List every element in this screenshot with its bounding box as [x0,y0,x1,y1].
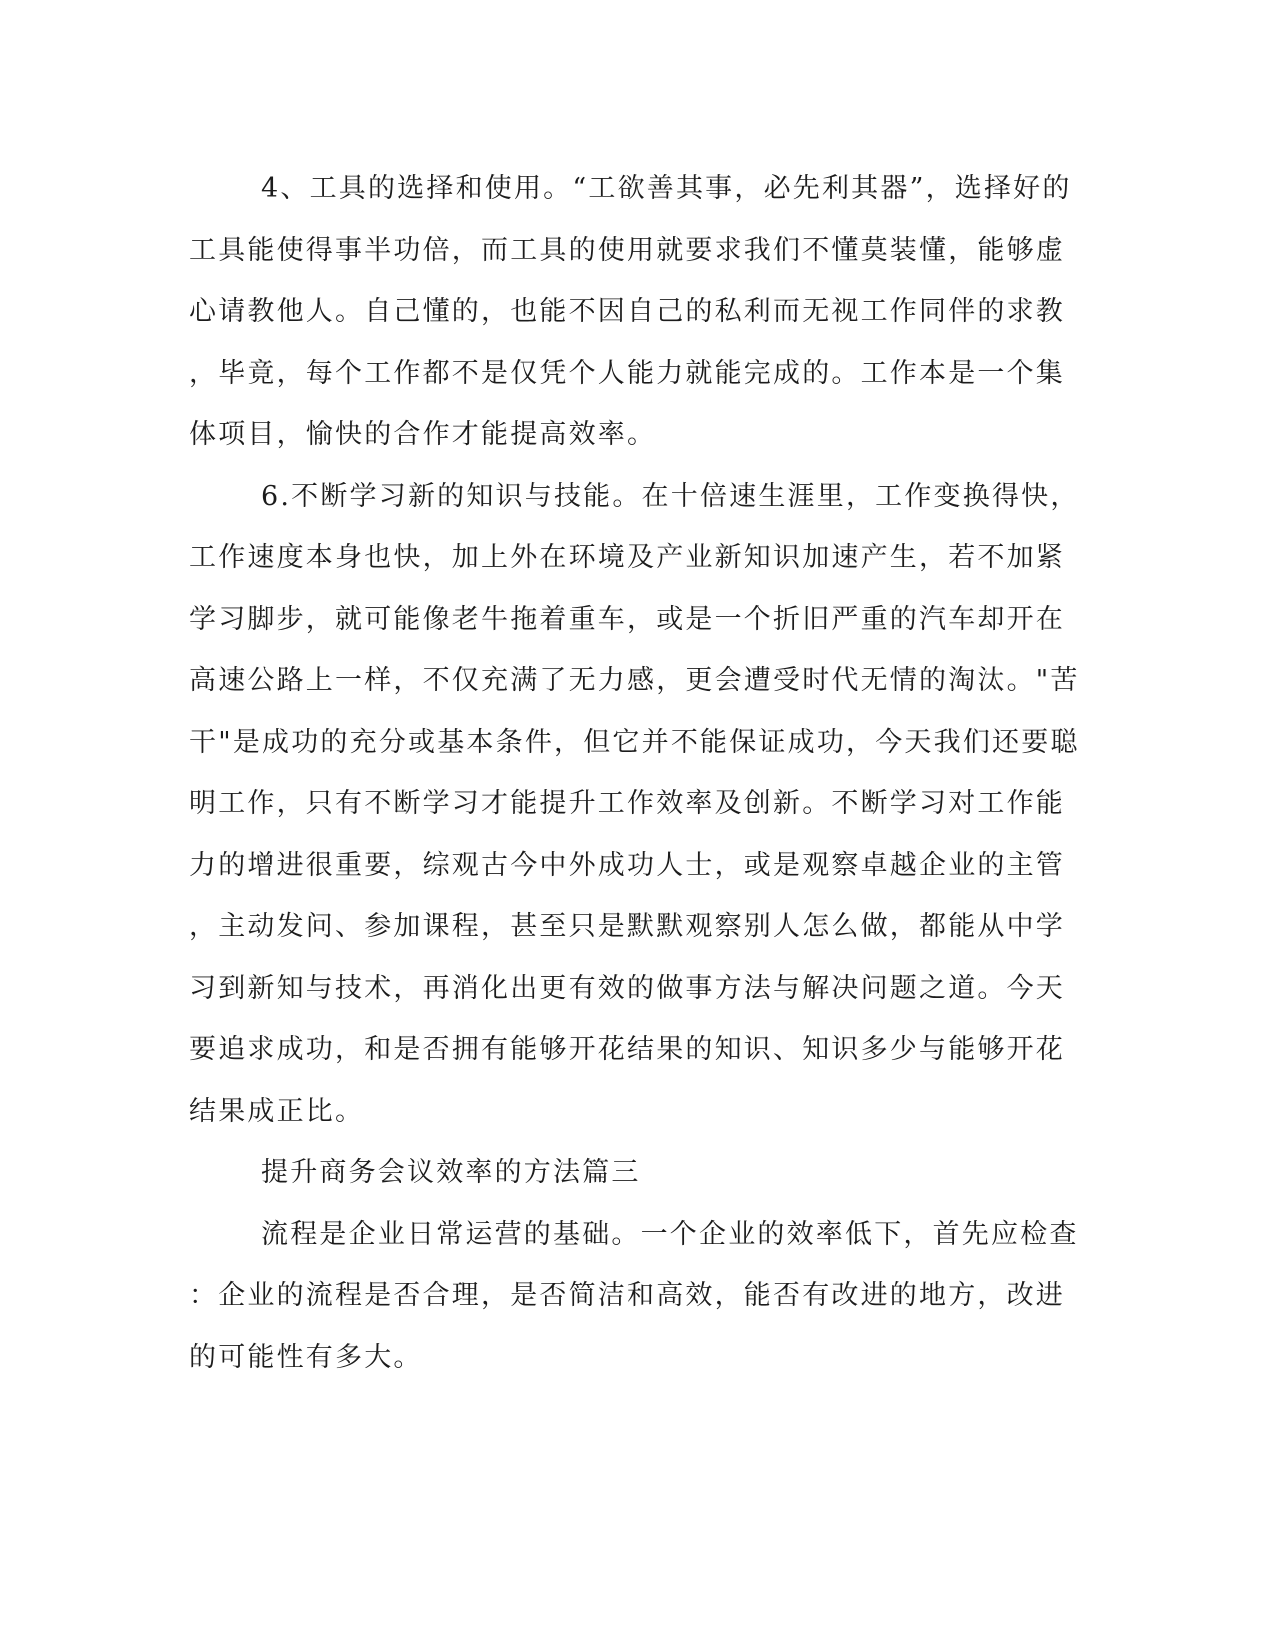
section-heading: 提升商务会议效率的方法篇三 [261,1157,641,1188]
text-line: 高速公路上一样，不仅充满了无力感，更会遭受时代无情的淘汰。"苦 [189,665,1080,696]
body-text [189,158,1079,1388]
text-line: 习到新知与技术，再消化出更有效的做事方法与解决问题之道。今天 [189,972,1065,1004]
text-line: 6.不断学习新的知识与技能。在十倍速生涯里，工作变换得快， [261,480,1080,512]
text-line: 体项目，愉快的合作才能提高效率。 [189,419,657,450]
text-line: 流程是企业日常运营的基础。一个企业的效率低下，首先应检查 [261,1218,1079,1250]
text-line: 心请教他人。自己懂的，也能不因自己的私利而无视工作同伴的求教 [189,296,1065,327]
text-line: ，主动发问、参加课程，甚至只是默默观察别人怎么做，都能从中学 [189,911,1065,942]
text-line: 结果成正比。 [189,1095,365,1127]
text-line: 干"是成功的充分或基本条件，但它并不能保证成功，今天我们还要聪 [189,726,1080,758]
text-line: 4、工具的选择和使用。“工欲善其事，必先利其器”，选择好的 [261,173,1072,204]
text-line: 学习脚步，就可能像老牛拖着重车，或是一个折旧严重的汽车却开在 [189,603,1065,635]
text-line: 明工作，只有不断学习才能提升工作效率及创新。不断学习对工作能 [189,788,1065,819]
text-line: 的可能性有多大。 [189,1341,423,1373]
text-line: ：企业的流程是否合理，是否简洁和高效，能否有改进的地方，改进 [189,1280,1065,1311]
text-line: ，毕竟，每个工作都不是仅凭个人能力就能完成的。工作本是一个集 [189,357,1065,389]
text-line: 要追求成功，和是否拥有能够开花结果的知识、知识多少与能够开花 [189,1034,1065,1065]
text-line: 工具能使得事半功倍，而工具的使用就要求我们不懂莫装懂，能够虚 [189,234,1065,266]
text-line: 力的增进很重要，综观古今中外成功人士，或是观察卓越企业的主管 [189,849,1065,881]
text-line: 工作速度本身也快，加上外在环境及产业新知识加速产生，若不加紧 [189,542,1065,573]
